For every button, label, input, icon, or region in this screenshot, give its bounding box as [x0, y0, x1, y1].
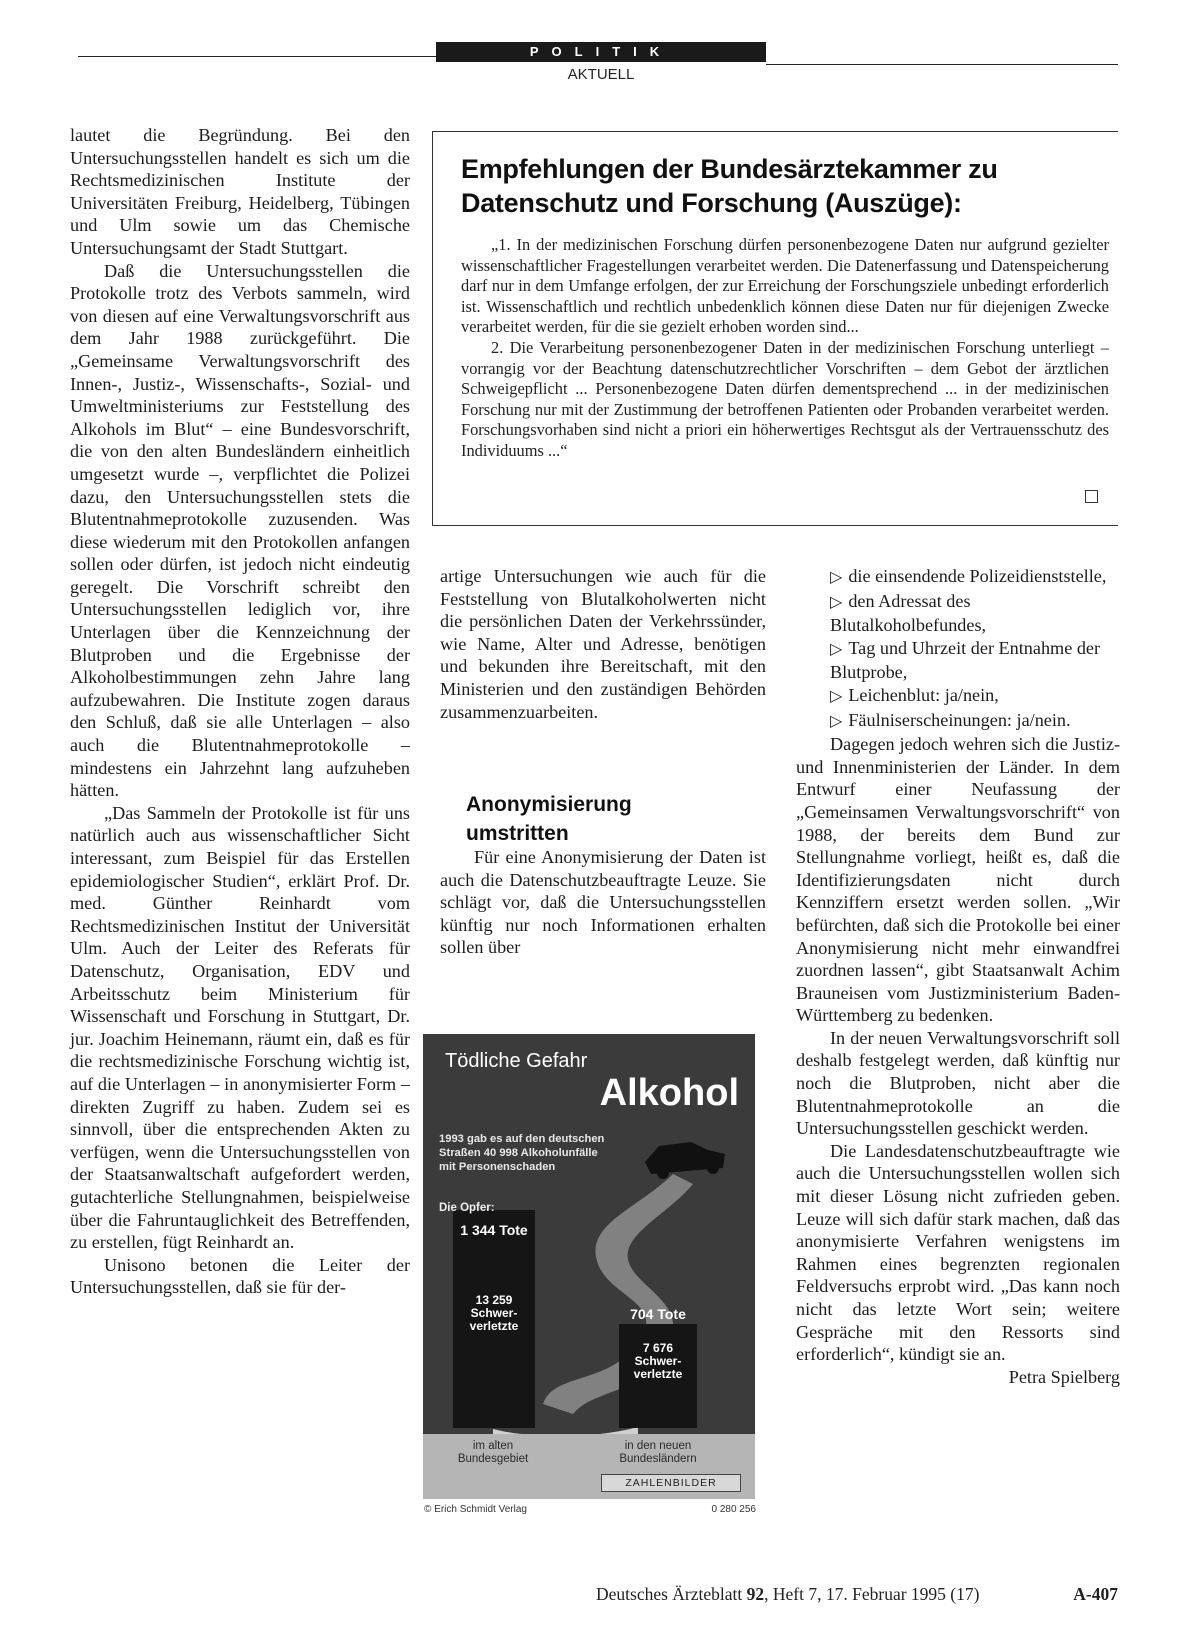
list-item-text: Leichenblut: ja/nein,: [848, 684, 999, 705]
paragraph: Dagegen jedoch wehren sich die Justiz- und Innenministerien der Länder. In dem Entwurf einer Neufassung der „Gemeinsamen Verwaltungsvorschrift“ von 1988, der bereits dem Bund zur Stellungnahme vorliegt, heißt es, daß die Identifizierungsdaten nicht durch Kennziffern ersetzt werden sollen. „Wir befürchten, daß sich die Protokolle bei einer Anonymisierung nicht mehr einwandfrei zuordnen lassen“, gibt Staatsanwalt Achim Brauneisen vom Justizministerium Baden-Württemberg zu bedenken.: [796, 734, 1120, 1026]
box-text: [461, 235, 1109, 462]
paragraph: Daß die Untersuchungsstellen die Protokolle trotz des Verbots sammeln, wird von diesen auf eine Verwaltungsvorschrift aus dem Jahr 1988 zurückgeführt. Die „Gemeinsame Verwaltungsvorschrift des Innen-, Justiz-, Wissenschafts-, Sozial- und Umweltministeriums zur Feststellung des Alkohols im Blut“ – eine Bundesvorschrift, die von den alten Bundesländern einheitlich umgesetzt wurde –, verpflichtet die Polizei dazu, den Untersuchungsstellen stets die Blutentnahmeprotokolle zuzusenden. Was diese wiederum mit den Protokollen anfangen sollen oder dürfen, ist jedoch nicht eindeutig geregelt. Die Vorschrift schreibt den Untersuchungsstellen lediglich vor, ihre Unterlagen über die Kennzeichnung der Blutproben und die Ergebnisse der Alkoholbestimmungen zehn Jahre lang aufzubewahren. Die Institute zogen daraus den Schluß, daß sie alle Unterlagen – also auch die Blutentnahmeprotokolle – mindestens ein Jahrzehnt lang aufzuheben hätten.: [70, 260, 410, 801]
list-item: [796, 565, 1120, 590]
west-dead-value: 1 344 Tote: [460, 1222, 528, 1238]
graphic-intro: 1993 gab es auf den deutschen Straßen 40 998 Alkoholunfälle mit Personenschaden: [439, 1133, 605, 1173]
triangle-bullet-icon: ▷: [830, 687, 843, 705]
zahlenbilder-logo: ZAHLENBILDER: [601, 1474, 741, 1492]
graphic-credit: [424, 1504, 756, 1515]
list-item: [796, 684, 1120, 709]
end-mark-icon: [1085, 490, 1098, 503]
list-item-text: die einsendende Polizeidienststelle,: [848, 566, 1107, 586]
page-footer: [596, 1584, 1120, 1605]
list-item: [796, 637, 1120, 684]
graphic-main-title: Alkohol: [599, 1072, 739, 1114]
article-column-1: [70, 124, 410, 1299]
east-dead-value: 704 Tote: [630, 1306, 686, 1322]
journal-volume: 92: [746, 1584, 765, 1604]
heading-line: umstritten: [466, 822, 569, 845]
section-label: POLITIK: [436, 42, 766, 62]
paragraph: „Das Sammeln der Protokolle ist für uns natürlich auch aus wissenschaftlicher Sicht interessant, zum Beispiel für das Erstellen epidemiologischer Studien“, erklärt Prof. Dr. med. Günther Reinhardt vom Rechtsmedizinischen Institut der Universität Ulm. Auch der Leiter des Referats für Datenschutz, Organisation, EDV und Arbeitsschutz beim Ministerium für Wissenschaft und Forschung in Stuttgart, Dr. jur. Joachim Heinemann, räumt ein, daß es für die rechtsmedizinische Forschung wichtig ist, auf die Unterlagen – in anonymisierter Form – direkten Zugriff zu haben. Zudem sei es sinnvoll, über die entsprechenden Akten zu verfügen, wenn die Untersuchungsstellen von der Staatsanwaltschaft aufgefordert werden, gutachterliche Stellungnahmen, beispielweise über die Fahruntauglichkeit des Betreffenden, zu erstellen, fügt Reinhardt an.: [70, 802, 410, 1253]
graphic-code: 0 280 256: [711, 1504, 756, 1515]
article-column-2: [440, 565, 766, 723]
heading-line: Anonymisierung: [466, 793, 632, 816]
page-number: A-407: [1073, 1584, 1118, 1604]
section-heading: [466, 790, 756, 848]
recommendations-box: [432, 131, 1118, 526]
issue-info: , Heft 7, 17. Februar 1995 (17): [764, 1584, 980, 1604]
victims-label: Die Opfer:: [439, 1202, 495, 1214]
east-injured-value: 7 676 Schwer- verletzte: [633, 1341, 683, 1381]
publisher-credit: © Erich Schmidt Verlag: [424, 1504, 527, 1515]
paragraph: Die Landesdatenschutzbeauftragte wie auch die Untersuchungsstellen wollen sich mit dieser Lösung nicht zufrieden geben. Leuze will sich dafür stark machen, daß das anonymisierte Verfahren wenigstens im Rahmen eines begrenzten regionalen Feldversuchs erprobt wird. „Das kann noch nicht das letzte Wort sein; weitere Gespräche mit den Ressorts sind erforderlich“, kündigt sie an.: [796, 1140, 1120, 1365]
list-item-text: Tag und Uhrzeit der Entnahme der Blutprobe,: [830, 637, 1101, 683]
paragraph: lautet die Begründung. Bei den Untersuchungsstellen handelt es sich um die Rechtsmedizinischen Institute der Universitäten Freiburg, Heidelberg, Tübingen und Ulm sowie um das Chemische Untersuchungsamt der Stadt Stuttgart.: [70, 125, 410, 258]
list-item-text: den Adressat des Blutalkoholbefundes,: [830, 590, 987, 636]
west-injured-value: 13 259 Schwer- verletzte: [469, 1293, 519, 1333]
list-item-text: Fäulniserscheinungen: ja/nein.: [848, 709, 1071, 730]
author-name: Petra Spielberg: [1008, 1366, 1120, 1387]
header-rule-left: [78, 56, 436, 57]
east-region-label: in den neuen Bundesländern: [603, 1440, 713, 1466]
paragraph: Unisono betonen die Leiter der Untersuchungsstellen, daß sie für der-: [70, 1254, 410, 1298]
triangle-bullet-icon: ▷: [830, 569, 843, 586]
west-region-label: im alten Bundesgebiet: [443, 1440, 543, 1466]
box-title: Empfehlungen der Bundesärztekammer zu Datenschutz und Forschung (Auszüge):: [461, 154, 998, 218]
header-rule-right: [766, 64, 1118, 65]
paragraph: In der neuen Verwaltungsvorschrift soll deshalb festgelegt werden, daß künftig nur noch die Blutproben, nicht aber die Blutentnahmeprotokolle an die Untersuchungsstellen geschickt werden.: [796, 1027, 1120, 1139]
box-paragraph: 2. Die Verarbeitung personenbezogener Daten in der medizinischen Forschung unterliegt – vorrangig vor der Beachtung datenschutzrechtlicher Vorschriften – dem Gebot der ärztlichen Schweigepflicht ... Personenbezogene Daten dürfen dementsprechend ... in der medizinischen Forschung nur mit der Zustimmung der betroffenen Patienten oder Probanden verarbeitet werden. Forschungsvorhaben sind nicht a priori ein höherwertiges Rechtsgut als der Vertrauensschutz des Individuums ...“: [461, 337, 1109, 460]
graphic-title: Tödliche Gefahr: [445, 1050, 588, 1072]
journal-name: Deutsches Ärzteblatt: [596, 1584, 743, 1604]
article-column-2-continued: [440, 846, 766, 959]
article-column-3: [796, 565, 1120, 1388]
paragraph: Für eine Anonymisierung der Daten ist auch die Datenschutzbeauftragte Leuze. Sie schlägt vor, daß die Untersuchungsstellen künftig nur noch Informationen erhalten sollen über: [440, 847, 766, 958]
triangle-bullet-icon: ▷: [830, 593, 843, 611]
list-item: [796, 709, 1120, 734]
triangle-bullet-icon: ▷: [830, 640, 843, 658]
box-paragraph: „1. In der medizinischen Forschung dürfen personenbezogene Daten nur aufgrund gezielter wissenschaftlicher Fragestellungen verarbeitet werden. Die Datenerfassung und Datenspeicherung darf nur in dem Umfange erfolgen, der zur Erreichung der Forschungsziele unbedingt erforderlich ist. Wissenschaftlich und rechtlich unbedenklich können diese Daten nur für diejenigen Zwecke verarbeitet werden, für die sie gezielt erhoben worden sind...: [461, 235, 1109, 337]
alcohol-infographic: [423, 1034, 755, 1499]
list-item: [796, 590, 1120, 637]
triangle-bullet-icon: ▷: [830, 712, 843, 730]
subsection-label: AKTUELL: [567, 66, 635, 83]
paragraph: artige Untersuchungen wie auch für die Feststellung von Blutalkoholwerten nicht die persönlichen Daten der Verkehrssünder, wie Name, Alter und Adresse, benötigen und bekunden ihre Bereitschaft, mit den Ministerien und den zuständigen Behörden zusammenzuarbeiten.: [440, 566, 766, 722]
